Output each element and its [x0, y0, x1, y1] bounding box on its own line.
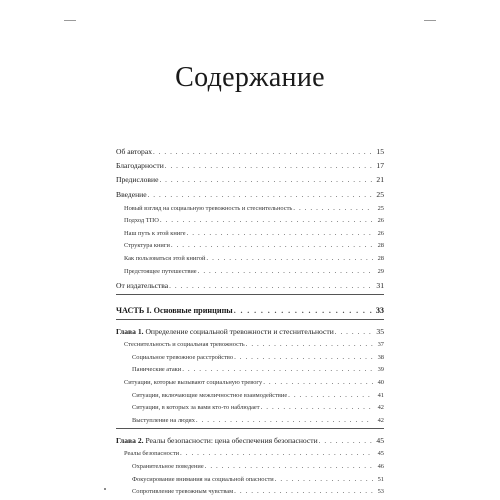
toc-entry	[116, 156, 384, 170]
leader-dots	[160, 216, 373, 224]
toc-entry-text: Выступление на людях	[132, 416, 195, 424]
toc-page-number: 41	[377, 391, 384, 399]
toc-front-section	[116, 142, 384, 184]
toc-entry-text: Ситуации, в которых за вами кто-то наблюдает	[132, 404, 260, 412]
toc-entry-text: Наш путь к этой книге	[124, 229, 186, 237]
toc-entry-text: Реалы безопасности	[124, 450, 180, 458]
toc-entry-publisher	[116, 280, 384, 290]
leader-dots	[234, 487, 373, 495]
toc-page-number: 40	[377, 378, 384, 386]
toc-entry	[116, 348, 384, 361]
toc-entry-intro	[116, 189, 384, 199]
toc-entry	[116, 336, 384, 349]
leader-dots	[205, 462, 373, 470]
toc-chapter-2	[116, 432, 384, 445]
toc-entry-text: Предстоящее путешествие	[124, 267, 197, 275]
toc-page-number: 45	[377, 450, 384, 458]
chapter-label: Глава 2.	[116, 435, 144, 445]
toc-entry-text: Новый взгляд на социальную тревожность и стеснительность	[124, 204, 293, 212]
toc-entry-text: Благодарности	[116, 161, 164, 170]
leader-dots	[180, 449, 373, 457]
toc-entry-text: Фокусирование внимания на социальной опасности	[132, 475, 274, 483]
toc-entry	[116, 483, 384, 496]
leader-dots	[169, 282, 373, 290]
toc-part-text: ЧАСТЬ I. Основные принципы	[116, 305, 233, 315]
toc-entry	[116, 457, 384, 470]
toc-page-number: 17	[376, 161, 384, 170]
toc-page-number: 51	[377, 475, 384, 483]
toc-chapter-1	[116, 323, 384, 336]
toc-entry-text: Введение	[116, 190, 147, 199]
leader-dots	[234, 353, 373, 361]
leader-dots	[153, 148, 373, 156]
toc-entry	[116, 386, 384, 399]
leader-dots	[275, 475, 373, 483]
toc-entry	[116, 142, 384, 156]
leader-dots	[319, 437, 373, 445]
leader-dots	[261, 403, 373, 411]
toc-page-number: 15	[376, 147, 384, 156]
toc-entry-text: Ситуации, которые вызывают социальную тревогу	[124, 378, 263, 386]
leader-dots	[171, 241, 373, 249]
toc-page-number: 46	[377, 462, 384, 470]
divider	[116, 294, 384, 295]
toc-entry-text: Панические атаки	[132, 366, 182, 374]
toc-entry	[116, 262, 384, 275]
page-marker	[104, 488, 106, 490]
toc-entry-text: Сопротивление тревожным чувствам	[132, 488, 234, 496]
toc-part-heading	[116, 301, 384, 315]
toc-page-number: 42	[377, 416, 384, 424]
leader-dots	[293, 204, 373, 212]
chapter-label: Глава 1.	[116, 326, 144, 336]
toc-entry-text: Ситуации, включающие межличностное взаимодействие	[132, 391, 288, 399]
page-title: Содержание	[175, 62, 325, 93]
leader-dots	[246, 340, 373, 348]
chapter-title: Определение социальной тревожности и стеснительности	[145, 326, 334, 336]
toc-entry	[116, 399, 384, 412]
toc-page-number: 28	[377, 254, 384, 262]
toc-entry-text: Охранительное поведение	[132, 462, 204, 470]
toc-entry-text: Предисловие	[116, 175, 159, 184]
leader-dots	[234, 306, 373, 315]
toc-entry	[116, 224, 384, 237]
leader-dots	[263, 378, 373, 386]
toc-entry	[116, 470, 384, 483]
toc-page-number: 29	[377, 267, 384, 275]
toc-entry-text: Об авторах	[116, 147, 152, 156]
toc-entry	[116, 373, 384, 386]
toc-entry	[116, 170, 384, 184]
toc-page-number: 28	[377, 242, 384, 250]
leader-dots	[196, 416, 373, 424]
toc-chapter-2-items	[116, 445, 384, 495]
leader-dots	[148, 191, 373, 199]
toc-page-number: 33	[375, 305, 384, 315]
leader-dots	[165, 162, 373, 170]
toc-page-number: 21	[376, 175, 384, 184]
toc-chapter-1-items	[116, 336, 384, 424]
toc-page-number: 53	[377, 488, 384, 496]
toc-entry	[116, 249, 384, 262]
leader-dots	[206, 254, 373, 262]
toc-entry	[116, 212, 384, 225]
toc-page-number: 25	[376, 190, 384, 199]
toc-page-number: 37	[377, 341, 384, 349]
toc-page-number: 42	[377, 404, 384, 412]
toc-page-number: 35	[376, 326, 384, 336]
chapter-title: Реалы безопасности: цена обеспечения безопасности	[145, 435, 318, 445]
crop-mark-left	[64, 20, 76, 21]
leader-dots	[182, 365, 373, 373]
toc-entry	[116, 237, 384, 250]
toc-page-number: 45	[376, 435, 384, 445]
toc-page-number: 26	[377, 229, 384, 237]
leader-dots	[159, 176, 373, 184]
toc-entry-text: Как пользоваться этой книгой	[124, 254, 206, 262]
toc-page-number: 39	[377, 366, 384, 374]
divider	[116, 428, 384, 429]
table-of-contents	[116, 142, 384, 495]
toc-intro-subsection	[116, 199, 384, 275]
toc-page-number: 31	[376, 280, 384, 290]
toc-page-number: 38	[377, 353, 384, 361]
leader-dots	[198, 267, 373, 275]
toc-entry-text: От издательства	[116, 280, 169, 290]
toc-page-number: 26	[377, 217, 384, 225]
toc-entry	[116, 411, 384, 424]
toc-entry-text: Подход ТПО	[124, 217, 159, 225]
toc-page-number: 25	[377, 204, 384, 212]
leader-dots	[335, 328, 373, 336]
toc-entry-text: Социальное тревожное расстройство	[132, 353, 234, 361]
toc-entry-text: Стеснительность и социальная тревожность	[124, 341, 245, 349]
crop-mark-right	[424, 20, 436, 21]
toc-entry-text: Структура книги	[124, 242, 170, 250]
toc-entry	[116, 445, 384, 458]
leader-dots	[288, 391, 373, 399]
divider	[116, 319, 384, 320]
toc-entry	[116, 361, 384, 374]
toc-entry	[116, 199, 384, 212]
leader-dots	[187, 229, 373, 237]
